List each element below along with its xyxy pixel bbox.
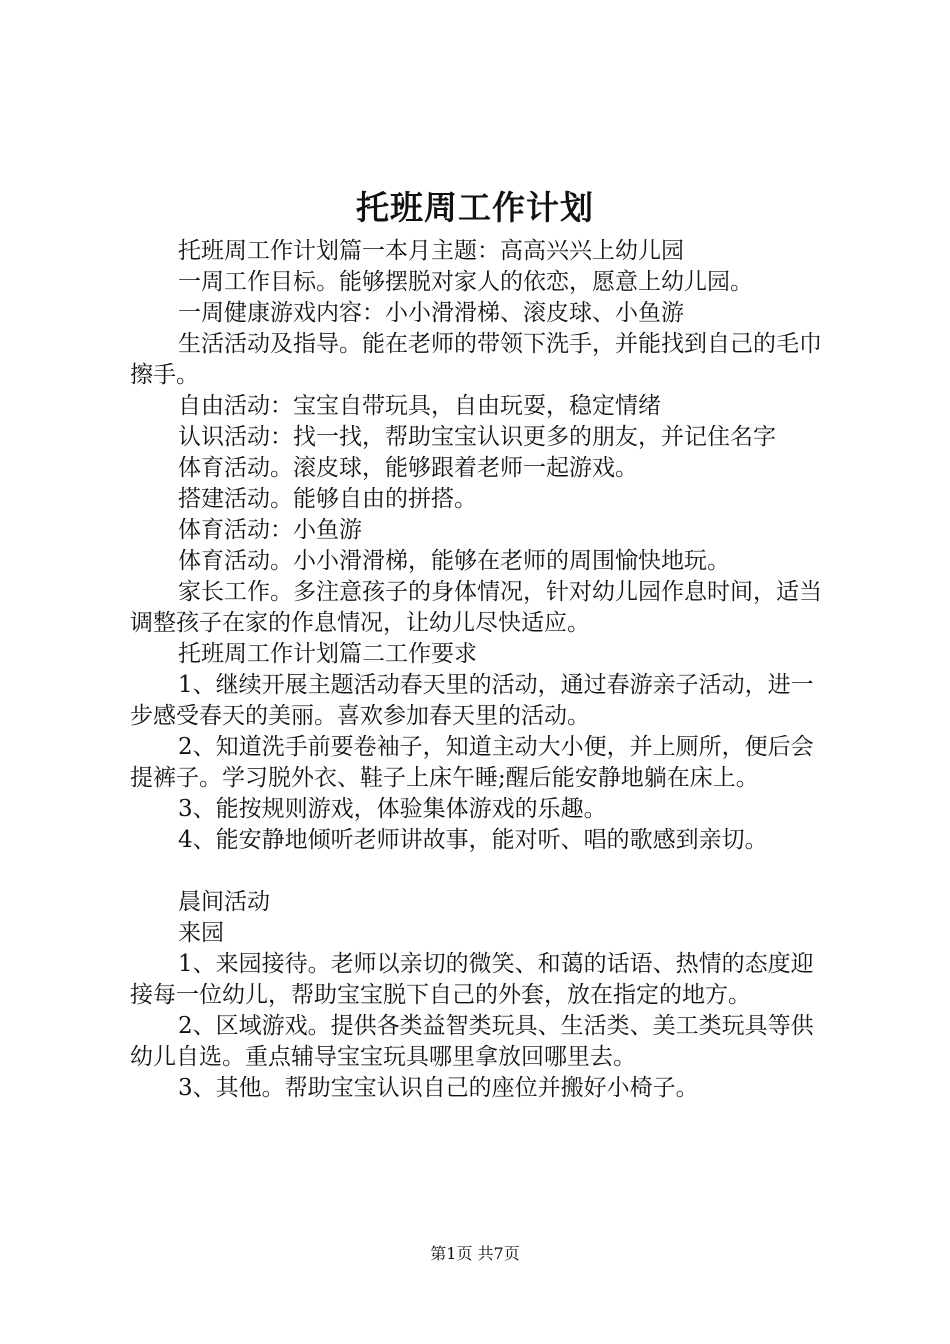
paragraph: 自由活动：宝宝自带玩具，自由玩耍，稳定情绪	[178, 393, 661, 419]
paragraph: 搭建活动。能够自由的拼搭。	[178, 486, 477, 512]
paragraph: 一周健康游戏内容：小小滑滑梯、滚皮球、小鱼游	[178, 300, 684, 326]
section-heading: 托班周工作计划篇二工作要求	[178, 641, 477, 667]
paragraph: 1、来园接待。老师以亲切的微笑、和蔼的话语、热情的态度迎接每一位幼儿，帮助宝宝脱下自己的外套，放在指定的地方。	[130, 951, 814, 1008]
paragraph: 体育活动：小鱼游	[178, 517, 362, 543]
page-footer: 第1页 共7页	[430, 1244, 520, 1263]
paragraph: 生活活动及指导。能在老师的带领下洗手，并能找到自己的毛巾擦手。	[130, 331, 822, 388]
paragraph: 1、继续开展主题活动春天里的活动，通过春游亲子活动，进一步感受春天的美丽。喜欢参加春天里的活动。	[130, 672, 814, 729]
paragraph: 托班周工作计划篇一本月主题：高高兴兴上幼儿园	[178, 238, 684, 264]
paragraph: 认识活动：找一找，帮助宝宝认识更多的朋友，并记住名字	[178, 424, 776, 450]
document-title: 托班周工作计划	[356, 188, 594, 227]
paragraph: 3、能按规则游戏，体验集体游戏的乐趣。	[178, 796, 607, 822]
paragraph: 一周工作目标。能够摆脱对家人的依恋，愿意上幼儿园。	[178, 269, 753, 295]
paragraph: 3、其他。帮助宝宝认识自己的座位并搬好小椅子。	[178, 1075, 699, 1101]
document-body	[130, 236, 834, 1104]
paragraph: 4、能安静地倾听老师讲故事，能对听、唱的歌感到亲切。	[178, 827, 768, 853]
paragraph: 2、知道洗手前要卷袖子，知道主动大小便，并上厕所，便后会提裤子。学习脱外衣、鞋子上床午睡;醒后能安静地躺在床上。	[130, 734, 814, 791]
section-heading: 晨间活动	[178, 889, 270, 915]
paragraph: 体育活动。滚皮球，能够跟着老师一起游戏。	[178, 455, 638, 481]
paragraph: 体育活动。小小滑滑梯，能够在老师的周围愉快地玩。	[178, 548, 730, 574]
paragraph: 来园	[178, 920, 224, 946]
paragraph: 2、区域游戏。提供各类益智类玩具、生活类、美工类玩具等供幼儿自选。重点辅导宝宝玩具哪里拿放回哪里去。	[130, 1013, 814, 1070]
blank-line	[130, 856, 834, 887]
paragraph: 家长工作。多注意孩子的身体情况，针对幼儿园作息时间，适当调整孩子在家的作息情况，让幼儿尽快适应。	[130, 579, 822, 636]
